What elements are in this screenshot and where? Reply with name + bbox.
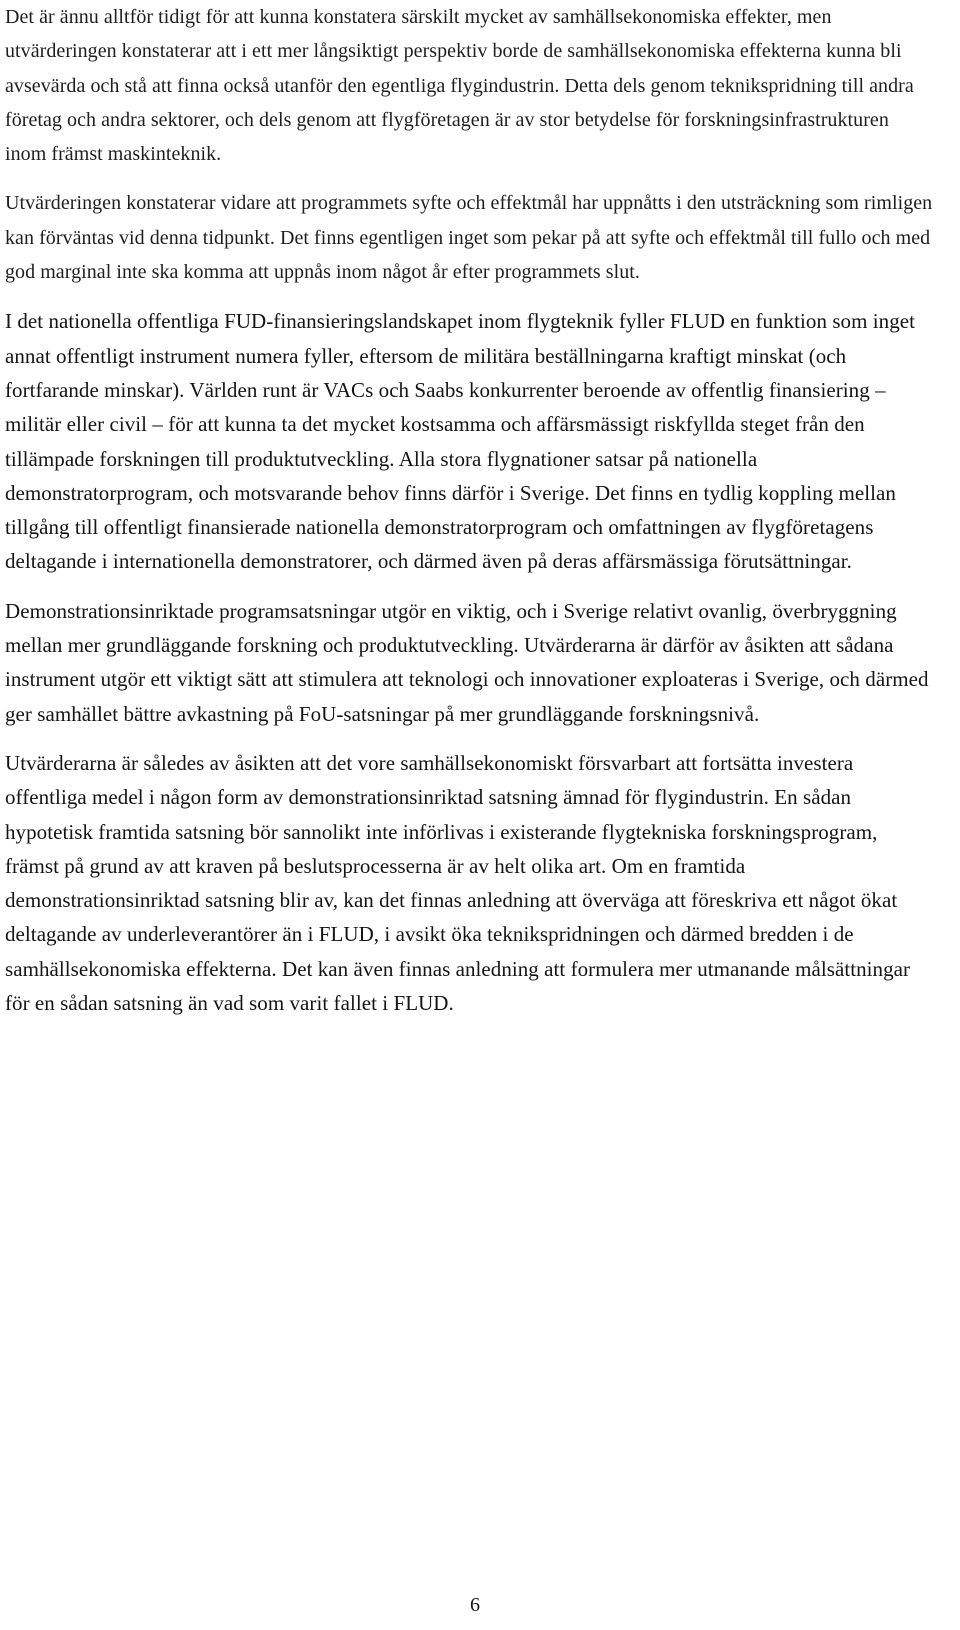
paragraph-gap xyxy=(5,731,935,746)
paragraph-2: Utvärderingen konstaterar vidare att programmets syfte och effektmål har uppnåtts i den utsträckning som rimligen kan förväntas vid denna tidpunkt. Det finns egentligen inget som pekar på att syfte och effektmål till fullo och med god marginal inte ska komma att uppnås inom något år efter programmets slut. xyxy=(5,192,933,284)
paragraph-gap xyxy=(5,289,935,304)
paragraph-4: Demonstrationsinriktade programsatsningar utgör en viktig, och i Sverige relativt ovanlig, överbryggning mellan mer grundläggande forskning och produktutveckling. Utvärderarna är därför av åsikten att sådana instrument utgör ett viktigt sätt att stimulera att teknologi och innovationer exploateras i Sverige, och därmed ger samhället bättre avkastning på FoU-satsningar på mer grundläggande forskningsnivå. xyxy=(5,598,929,726)
paragraph-gap xyxy=(5,579,935,594)
paragraph-3: I det nationella offentliga FUD-finansieringslandskapet inom flygteknik fyller FLUD en funktion som inget annat offentligt instrument numera fyller, eftersom de militära beställningarna kraftigt minskat (och fortfarande minskar). Världen runt är VACs och Saabs konkurrenter beroende av offentlig finansiering – militär eller civil – för att kunna ta det mycket kostsamma och affärsmässigt riskfyllda steget från den tillämpade forskningen till produktutveckling. Alla stora flygnationer satsar på nationella demonstratorprogram, och motsvarande behov finns därför i Sverige. Det finns en tydlig koppling mellan tillgång till offentligt finansierade nationella demonstratorprogram och omfattningen av flygföretagens deltagande i internationella demonstratorer, och därmed även på deras affärsmässiga förutsättningar. xyxy=(5,309,916,574)
document-body xyxy=(5,0,935,1020)
paragraph-5: Utvärderarna är således av åsikten att det vore samhällsekonomiskt försvarbart att fortsätta investera offentliga medel i någon form av demonstrationsinriktad satsning ämnad för flygindustrin. En sådan hypotetisk framtida satsning bör sannolikt inte införlivas i existerande flygtekniska forskningsprogram, främst på grund av att kraven på beslutsprocesserna är av helt olika art. Om en framtida demonstrationsinriktad satsning blir av, kan det finnas anledning att överväga att föreskriva ett något ökat deltagande av underleverantörer än i FLUD, i avsikt öka teknikspridningen och därmed bredden i de samhällsekonomiska effekterna. Det kan även finnas anledning att formulera mer utmanande målsättningar för en sådan satsning än vad som varit fallet i FLUD. xyxy=(5,750,911,1016)
paragraph-gap xyxy=(5,171,935,186)
page-number: 6 xyxy=(470,1594,480,1616)
paragraph-1: Det är ännu alltför tidigt för att kunna konstatera särskilt mycket av samhällsekonomiska effekter, men utvärderingen konstaterar att i ett mer långsiktigt perspektiv borde de samhällsekonomiska effekterna kunna bli avsevärda och stå att finna också utanför den egentliga flygindustrin. Detta dels genom teknikspridning till andra företag och andra sektorer, och dels genom att flygföretagen är av stor betydelse för forskningsinfrastrukturen inom främst maskinteknik. xyxy=(5,6,914,166)
